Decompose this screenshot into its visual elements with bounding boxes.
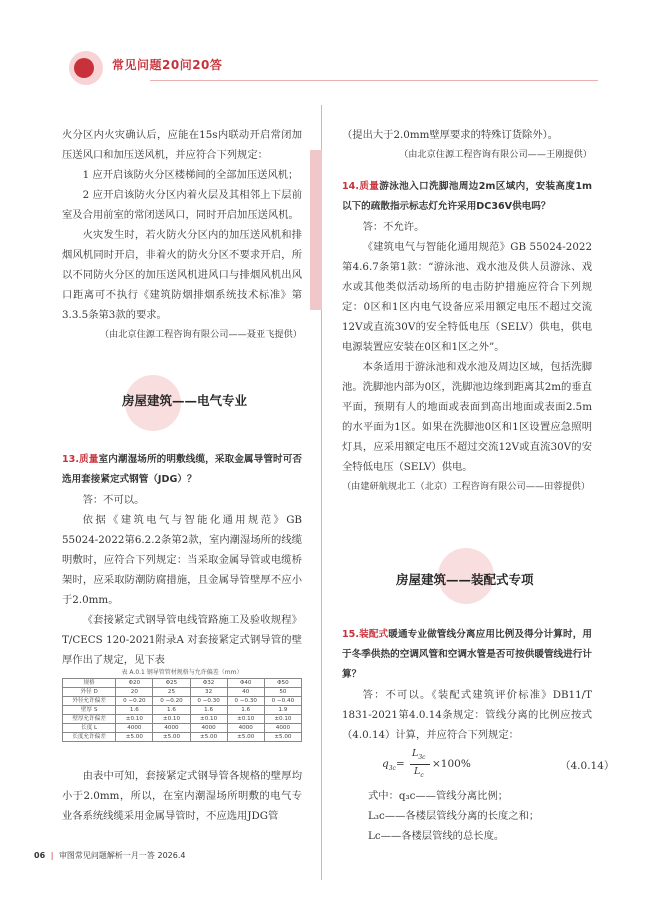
table-cell: 1.6 [190,706,227,715]
table-cell: 4000 [264,724,301,733]
table-cell: 0 −0.30 [190,697,227,706]
table-row [63,715,302,724]
left-column-end [62,766,302,826]
citation: （由建研航规北工（北京）工程咨询有限公司——田蓉提供） [342,481,591,492]
table-cell: Φ32 [190,679,227,688]
table-cell: 4000 [190,724,227,733]
table-cell: 0 −0.20 [116,697,153,706]
table-cell: 0 −0.40 [264,697,301,706]
table-cell: 25 [153,688,190,697]
right-column-top [342,125,592,497]
paragraph: 2 应开启该防火分区内着火层及其相邻上下层前室及合用前室的常闭送风口，同时开启加压送风机。 [62,189,302,221]
paragraph: 《套接紧定式钢导管电线管路施工及验收规程》T/CECS 120-2021附录A 对套接紧定式钢导管的壁厚作出了规定，见下表 [62,614,302,666]
table-cell: 壁厚允许偏差 [63,715,116,724]
question-text: 室内潮湿场所的明敷线缆，采取金属导管时可否选用套接紧定式钢管（JDG）？ [62,454,303,485]
section-header-electrical [110,375,290,435]
question-number: 15.装配式 [342,629,389,640]
answer: 答：不允许。 [362,221,425,233]
spacer [342,165,592,177]
page-number: 06 [34,851,46,860]
question-number: 14.质量 [342,181,380,192]
paragraph: 火灾发生时，若火防火分区内的加压送风机和排烟风机同时开启，非着火的防火分区不要求开启，所以不同防火分区的加压送风机进风口与排烟风机出风口距离可不执行《建筑防烟排烟系统技术标准》第3.3.5条第3款的要求。 [62,229,302,321]
table-cell: 32 [190,688,227,697]
table-cell: 长度允许偏差 [63,733,116,742]
table-cell: 1.6 [116,706,153,715]
page-footer [34,850,185,861]
table-cell: 1.6 [153,706,190,715]
table-cell: 20 [116,688,153,697]
accent-bar [310,150,322,310]
question-14 [342,177,592,217]
citation: （由北京住源工程咨询有限公司——聂亚飞提供） [99,329,302,340]
table-cell: Φ20 [116,679,153,688]
formula-lhs: $q_{3c}=$ [382,758,405,773]
formula-legend [368,786,593,846]
table-cell: ±0.10 [227,715,264,724]
table-cell: ±0.10 [116,715,153,724]
table-caption: 表 A.0.1 钢导管管材规格与允许偏差（mm） [121,669,243,676]
table-cell: ±5.00 [264,733,301,742]
formula [382,748,652,784]
table-cell: 4000 [116,724,153,733]
table-cell: Φ25 [153,679,190,688]
formula-times: ×100% [432,758,471,770]
paragraph: 由表中可知，套接紧定式钢导管各规格的壁厚均小于2.0mm，所以，在室内潮湿场所明敷的电气专业各系统线缆采用金属导管时，不应选用JDG管 [62,770,302,822]
legend-line: Lc——各楼层管线的总长度。 [368,830,505,842]
table-cell: 规格 [63,679,116,688]
table-cell: ±0.10 [264,715,301,724]
table-cell: 外径 D [63,688,116,697]
table-cell: 1.6 [227,706,264,715]
formula-numerator: $L_{3c}$ [412,748,426,761]
section-header-prefab [390,548,590,608]
table-cell: 壁厚 S [63,706,116,715]
table-cell: 40 [227,688,264,697]
section-title: 房屋建筑——装配式专项 [396,572,534,587]
table-cell: 外径允许偏差 [63,697,116,706]
footer-text: 审图常见问题解析一月一答 2026.4 [58,851,186,860]
footer-separator: | [50,851,54,860]
formula-denominator: $L_c$ [414,766,424,779]
table-cell: ±0.10 [153,715,190,724]
question-13 [62,450,302,490]
paragraph: 《建筑电气与智能化通用规范》GB 55024-2022第4.6.7条第1款：“游泳池、戏水池及供人员游泳、戏水或其他类似活动场所的电击防护措施应符合下列规定：0区和1区内电气设备应采用额定电压不超过交流12V或直流30V的安全特低电压（SELV）供电，供电电源装置应安装在0区和1区之外”。 [342,241,592,353]
table-cell: ±5.00 [116,733,153,742]
table-row [63,706,302,715]
table-row [63,724,302,733]
section-title: 房屋建筑——电气专业 [122,393,248,408]
table-cell: 长度 L [63,724,116,733]
table-cell: 0 −0.20 [153,697,190,706]
table-cell: 50 [264,688,301,697]
header-divider [150,80,598,81]
table-cell: 0 −0.30 [227,697,264,706]
table-cell: ±5.00 [227,733,264,742]
spec-table [62,678,302,742]
table-row [63,733,302,742]
right-column-bottom [342,625,592,745]
table-row [63,688,302,697]
table-cell: ±0.10 [190,715,227,724]
answer: 答：不可以。 [82,494,145,506]
question-text: 暖通专业做管线分离应用比例及得分计算时，用于冬季供热的空调风管和空调水管是否可按供暖管线进行计算？ [342,629,593,680]
paragraph: 本条适用于游泳池和戏水池及周边区域，包括洗脚池。洗脚池内部为0区，洗脚池边缘到距离其2m的垂直平面，预期有人的地面或表面到高出地面或表面2.5m的水平面为1区。如果在洗脚池0区和1区设置应急照明灯具，应采用额定电压不超过交流12V或直流30V的安全特低电压（SELV）供电。 [342,361,592,473]
legend-line: 式中：q₃c——管线分离比例； [368,790,509,802]
paragraph: 1 应开启该防火分区楼梯间的全部加压送风机； [82,169,299,181]
table-cell: ±5.00 [190,733,227,742]
table-cell: 1.9 [264,706,301,715]
table-cell: 4000 [153,724,190,733]
table-row [63,697,302,706]
left-column-top [62,125,302,345]
table-header-row [63,679,302,688]
paragraph: 答：不可以。《装配式建筑评价标准》DB11/T 1831-2021第4.0.14条规定：管线分离的比例应按式（4.0.14）计算，并应符合下列规定： [342,689,592,741]
question-number: 13.质量 [62,454,99,465]
paragraph: 依据《建筑电气与智能化通用规范》GB 55024-2022第6.2.2条第2款，室内潮湿场所的线缆明敷时，应符合下列规定：当采取金属导管或电缆桥架时，应采取防潮防腐措施，且金属导管壁厚不应小于2.0mm。 [62,514,302,606]
table-cell: Φ50 [264,679,301,688]
table-cell: Φ40 [227,679,264,688]
header-logo-icon [68,50,104,86]
header-title: 常见问题20问20答 [112,58,223,72]
question-text: 游泳池入口洗脚池周边2m区域内，安装高度1m以下的疏散指示标志灯允许采用DC36V供电吗？ [342,181,593,212]
table-cell: ±5.00 [153,733,190,742]
fraction-bar [410,764,430,765]
paragraph: 火分区内火灾确认后，应能在15s内联动开启常闭加压送风口和加压送风机，并应符合下列规定： [62,129,302,161]
left-column-bottom [62,450,302,670]
legend-line: L₃c——各楼层管线分离的长度之和； [368,810,540,822]
paragraph: （提出大于2.0mm壁厚要求的特殊订货除外）。 [342,129,559,141]
table-cell: 4000 [227,724,264,733]
formula-number: （4.0.14） [560,760,615,772]
citation: （由北京住源工程咨询有限公司——王刚提供） [399,149,592,160]
question-15 [342,625,592,685]
